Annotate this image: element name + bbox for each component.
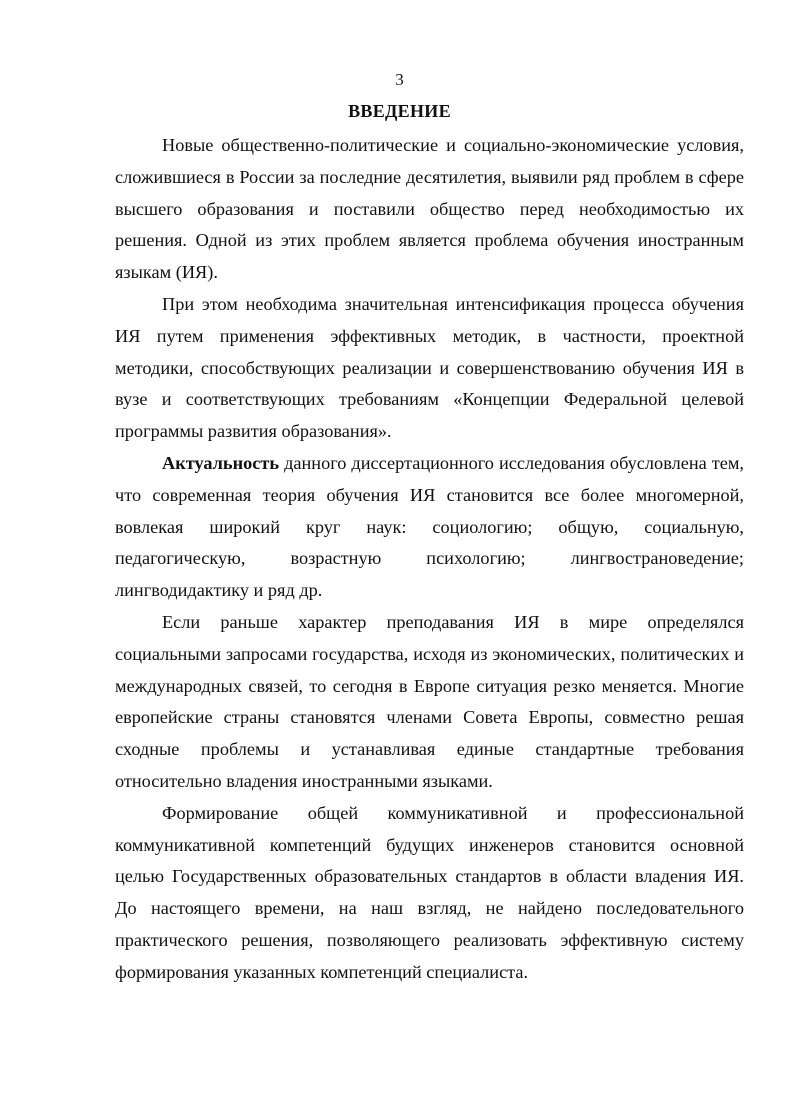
body-text <box>115 130 744 989</box>
paragraph-3-text: данного диссертационного исследования обусловлена тем, что современная теория обучения ИЯ становится все более многомерной, вовлекая широкий круг наук: социологию; общую, социальную, педагогическую, возрастную психологию; лингвострановедение; лингводидактику и ряд др. <box>115 452 744 601</box>
paragraph-5: Формирование общей коммуникативной и профессиональной коммуникативной компетенций будущих инженеров становится основной целью Государственных образовательных стандартов в области владения ИЯ. До настоящего времени, на наш взгляд, не найдено последовательного практического решения, позволяющего реализовать эффективную систему формирования указанных компетенций специалиста. <box>115 802 744 982</box>
paragraph-4: Если раньше характер преподавания ИЯ в мире определялся социальными запросами государства, исходя из экономических, политических и международных связей, то сегодня в Европе ситуация резко меняется. Многие европейские страны становятся членами Совета Европы, совместно решая сходные проблемы и устанавливая единые стандартные требования относительно владения иностранными языками. <box>115 611 744 791</box>
paragraph-3-term: Актуальность <box>162 452 280 473</box>
page-number: 3 <box>395 70 404 89</box>
paragraph-3 <box>115 448 744 607</box>
section-heading: ВВЕДЕНИЕ <box>348 101 451 121</box>
paragraph-2: При этом необходима значительная интенсификация процесса обучения ИЯ путем применения эффективных методик, в частности, проектной методики, способствующих реализации и совершенствованию обучения ИЯ в вузе и соответствующих требованиям «Концепции Федеральной целевой программы развития образования». <box>115 293 744 442</box>
paragraph-1: Новые общественно-политические и социально-экономические условия, сложившиеся в России за последние десятилетия, выявили ряд проблем в сфере высшего образования и поставили общество перед необходимостью их решения. Одной из этих проблем является проблема обучения иностранным языкам (ИЯ). <box>115 135 744 283</box>
